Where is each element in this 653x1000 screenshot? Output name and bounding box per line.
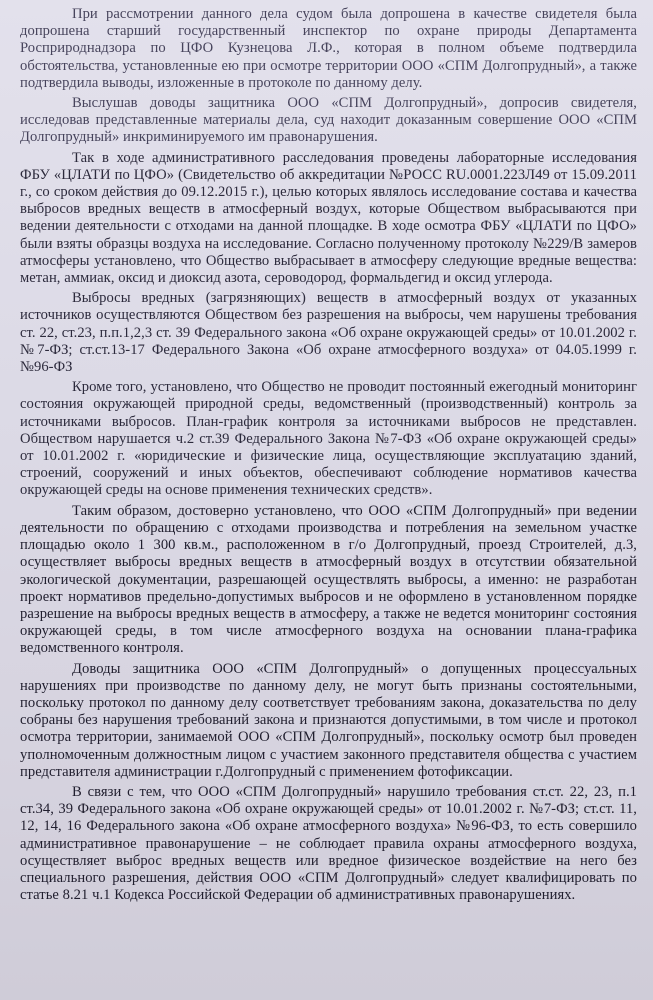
paragraph-defense-arguments: Доводы защитника ООО «СПМ Долгопрудный» о допущенных процессуальных нарушениях при производстве по данному делу, не могут быть признаны состоятельными, поскольку протокол по данному делу соответствует требованиям закона, доказательства по делу собраны без нарушения требований закона и признаются допустимыми, в том числе и протокол осмотра территории, занимаемой ООО «СПМ Долгопрудный», поскольку осмотр был проведен уполномоченным должностным лицом с участием законного представителя общества с участием представителя администрации г.Долгопрудный с применением фотофиксации. — [20, 660, 637, 780]
paragraph-monitoring-violation: Кроме того, установлено, что Общество не проводит постоянный ежегодный мониторинг состояния окружающей природной среды, ведомственный (производственный) контроль за источниками выбросов. План-график контроля за источниками выбросов не представлен. Обществом нарушается ч.2 ст.39 Федерального Закона №7-ФЗ «Об охране окружающей среды» от 10.01.2002 г. «юридические и физические лица, осуществляющие эксплуатацию зданий, строений, сооружений и иных объектов, обеспечивают соблюдение нормативов качества окружающей среды на основе применения технических средств». — [20, 379, 637, 499]
paragraph-established-facts: Таким образом, достоверно установлено, что ООО «СПМ Долгопрудный» при ведении деятельности по обращению с отходами производства и потребления на земельном участке площадью около 1 300 кв.м., расположенном в г/о Долгопрудный, проезд Строителей, д.3, осуществляет выбросы вредных веществ в атмосферный воздух в отсутствии обязательной экологической документации, разрешающей осуществлять выбросы, а именно: не разработан проект нормативов предельно-допустимых выбросов и не оформлено в установленном порядке разрешение на выбросы вредных веществ в атмосферу, а также не ведется мониторинг состояния окружающей среды, в том числе атмосферного воздуха на основании плана-графика ведомственного контроля. — [20, 502, 637, 657]
paragraph-emissions-violation: Выбросы вредных (загрязняющих) веществ в атмосферный воздух от указанных источников осуществляются Обществом без разрешения на выбросы, чем нарушены требования ст. 22, ст.23, п.п.1,2,3 ст. 39 Федерального закона «Об охране окружающей среды» от 10.01.2002 г. №7-ФЗ; ст.ст.13-17 Федерального Закона «Об охране атмосферного воздуха» от 04.05.1999 г. №96-ФЗ — [20, 290, 637, 376]
paragraph-court-finding: Выслушав доводы защитника ООО «СПМ Долгопрудный», допросив свидетеля, исследовав представленные материалы дела, суд находит доказанным совершение ООО «СПМ Долгопрудный» инкриминируемого им правонарушения. — [20, 95, 637, 146]
paragraph-laboratory-investigation: Так в ходе административного расследования проведены лабораторные исследования ФБУ «ЦЛАТИ по ЦФО» (Свидетельство об аккредитации №РОСС RU.0001.223Л49 от 15.09.2011 г., со сроком действия до 09.12.2015 г.), целью которых являлось исследование состава и качества выбросов вредных веществ в атмосферный воздух, которые Обществом выбрасываются при ведении деятельности с отходами на данной площадке. В ходе осмотра ФБУ «ЦЛАТИ по ЦФО» были взяты образцы воздуха на исследование. Согласно полученному протоколу №229/В замеров атмосферы установлено, что Общество выбрасывает в атмосферу следующие вредные вещества: метан, аммиак, оксид и диоксид азота, сероводород, формальдегид и оксид углерода. — [20, 149, 637, 287]
paragraph-witness-testimony: При рассмотрении данного дела судом была допрошена в качестве свидетеля была допрошена старший государственный инспектор по охране природы Департамента Росприроднадзора по ЦФО Кузнецова Л.Ф., которая в полном объеме подтвердила обстоятельства, установленные ею при осмотре территории ООО «СПМ Долгопрудный», а также подтвердила выводы, изложенные в протоколе по данному делу. — [20, 6, 637, 91]
paragraph-qualification: В связи с тем, что ООО «СПМ Долгопрудный» нарушило требования ст.ст. 22, 23, п.1 ст.34, 39 Федерального закона «Об охране окружающей среды» от 10.01.2002 г. №7-ФЗ; ст.ст. 11, 12, 14, 16 Федерального закона «Об охране атмосферного воздуха» №96-ФЗ, то есть совершило административное правонарушение – не соблюдает правила охраны атмосферного воздуха, осуществляет выброс вредных веществ или вредное физическое воздействие на него без специального разрешения, действия ООО «СПМ Долгопрудный» следует квалифицировать по статье 8.21 ч.1 Кодекса Российской Федерации об административных правонарушениях. — [20, 783, 637, 904]
